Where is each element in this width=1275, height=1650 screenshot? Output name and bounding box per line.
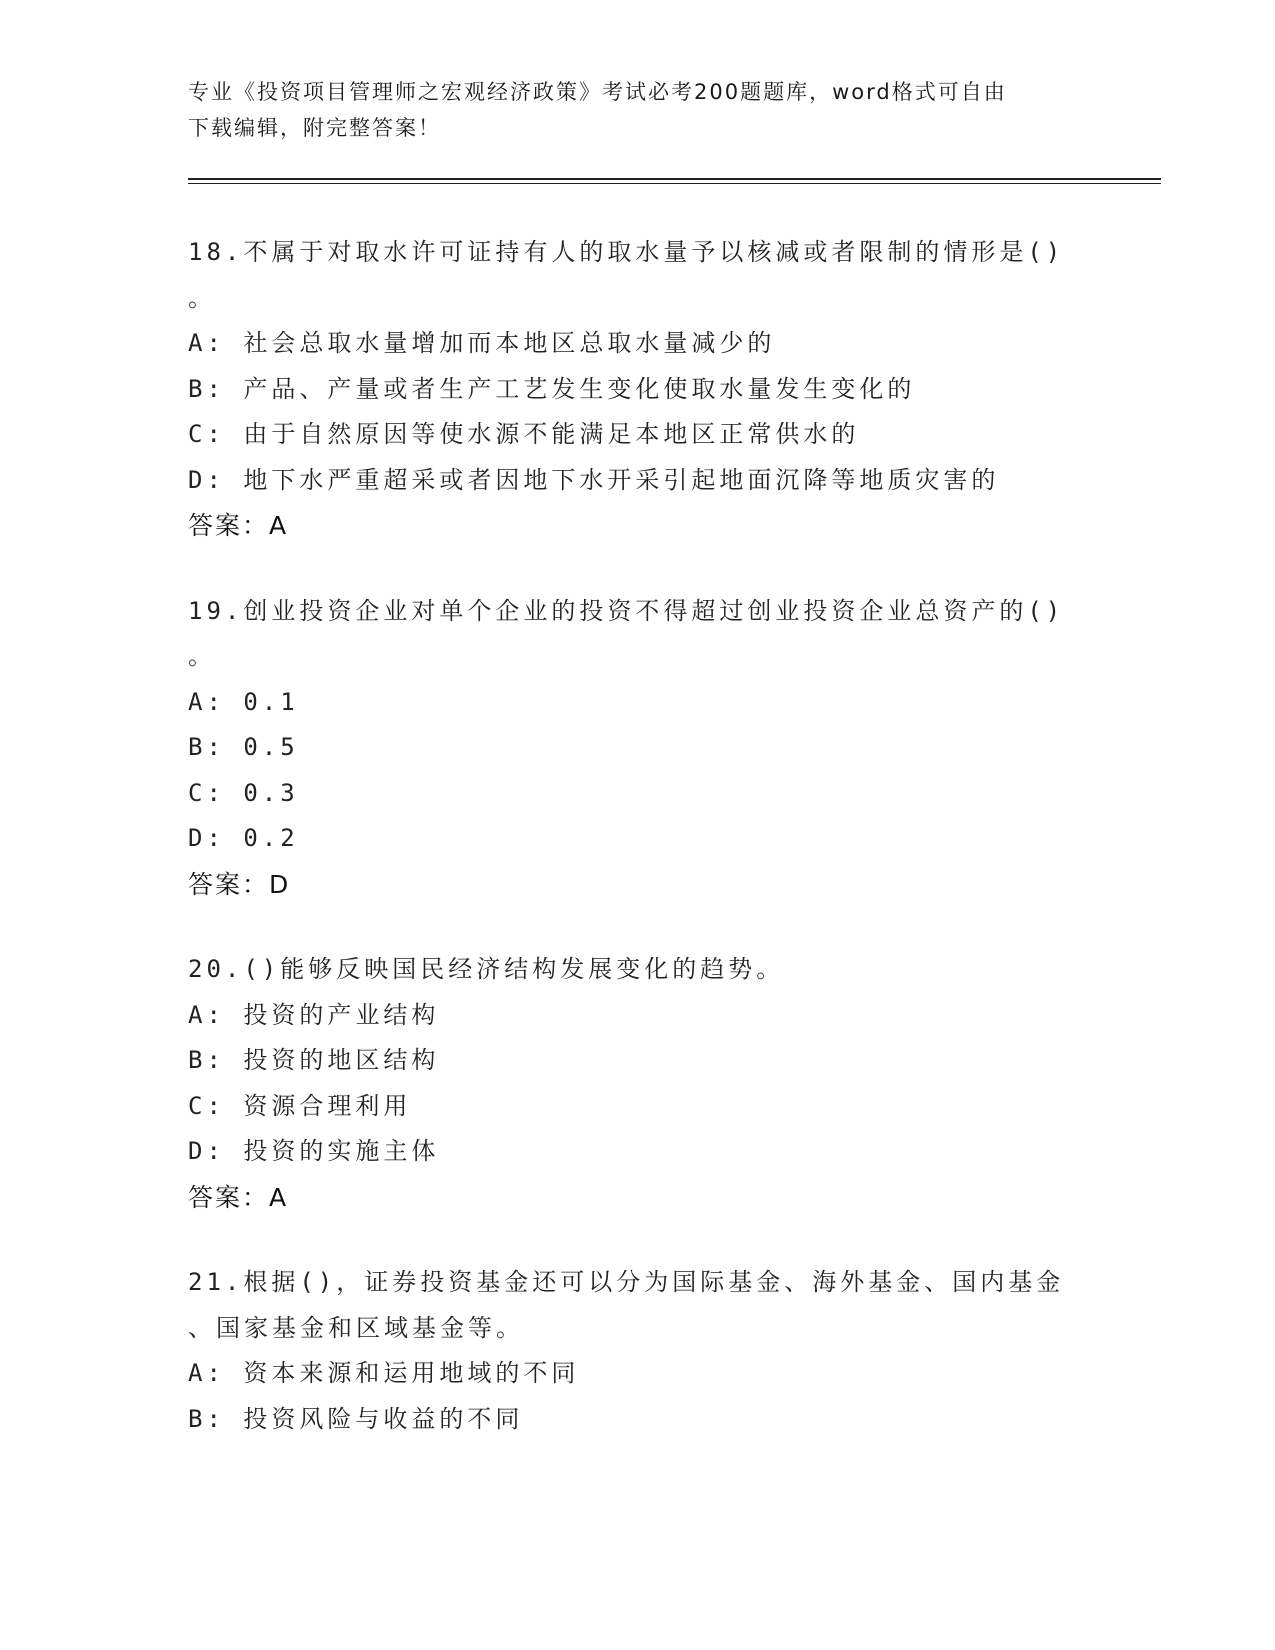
option-b: B: 投资的地区结构 <box>188 1046 440 1074</box>
header-divider <box>188 178 1161 184</box>
answer-line: 答案：A <box>188 1182 289 1212</box>
question-18 <box>188 230 1088 549</box>
option-b: B: 0.5 <box>188 733 299 761</box>
question-stem: 18.不属于对取水许可证持有人的取水量予以核减或者限制的情形是() <box>188 238 1065 266</box>
document-header <box>188 74 1068 146</box>
question-stem: 21.根据()，证券投资基金还可以分为国际基金、海外基金、国内基金 <box>188 1268 1065 1296</box>
option-b: B: 投资风险与收益的不同 <box>188 1404 524 1433</box>
option-d: D: 0.2 <box>188 824 299 852</box>
question-21 <box>188 1260 1088 1442</box>
option-b: B: 产品、产量或者生产工艺发生变化使取水量发生变化的 <box>188 374 916 403</box>
question-19 <box>188 589 1088 908</box>
answer-line: 答案：D <box>188 869 291 899</box>
header-line-2: 下载编辑，附完整答案！ <box>188 116 441 140</box>
question-stem: 19.创业投资企业对单个企业的投资不得超过创业投资企业总资产的() <box>188 596 1065 625</box>
question-stem: 20.()能够反映国民经济结构发展变化的趋势。 <box>188 955 785 983</box>
option-c: C: 由于自然原因等使水源不能满足本地区正常供水的 <box>188 420 860 448</box>
question-20 <box>188 947 1088 1220</box>
question-stem-continued: 。 <box>188 283 216 312</box>
header-line-1: 专业《投资项目管理师之宏观经济政策》考试必考200题题库，word格式可自由 <box>188 80 1007 104</box>
question-stem-continued: 。 <box>188 642 216 670</box>
answer-line: 答案：A <box>188 511 289 540</box>
option-a: A: 社会总取水量增加而本地区总取水量减少的 <box>188 329 776 357</box>
question-list <box>188 230 1088 1482</box>
option-a: A: 投资的产业结构 <box>188 1000 440 1029</box>
option-c: C: 资源合理利用 <box>188 1091 412 1120</box>
option-a: A: 资本来源和运用地域的不同 <box>188 1359 580 1387</box>
option-d: D: 地下水严重超采或者因地下水开采引起地面沉降等地质灾害的 <box>188 465 1000 494</box>
option-d: D: 投资的实施主体 <box>188 1137 440 1165</box>
option-c: C: 0.3 <box>188 778 299 807</box>
option-a: A: 0.1 <box>188 687 299 716</box>
question-stem-continued: 、国家基金和区域基金等。 <box>188 1313 524 1342</box>
